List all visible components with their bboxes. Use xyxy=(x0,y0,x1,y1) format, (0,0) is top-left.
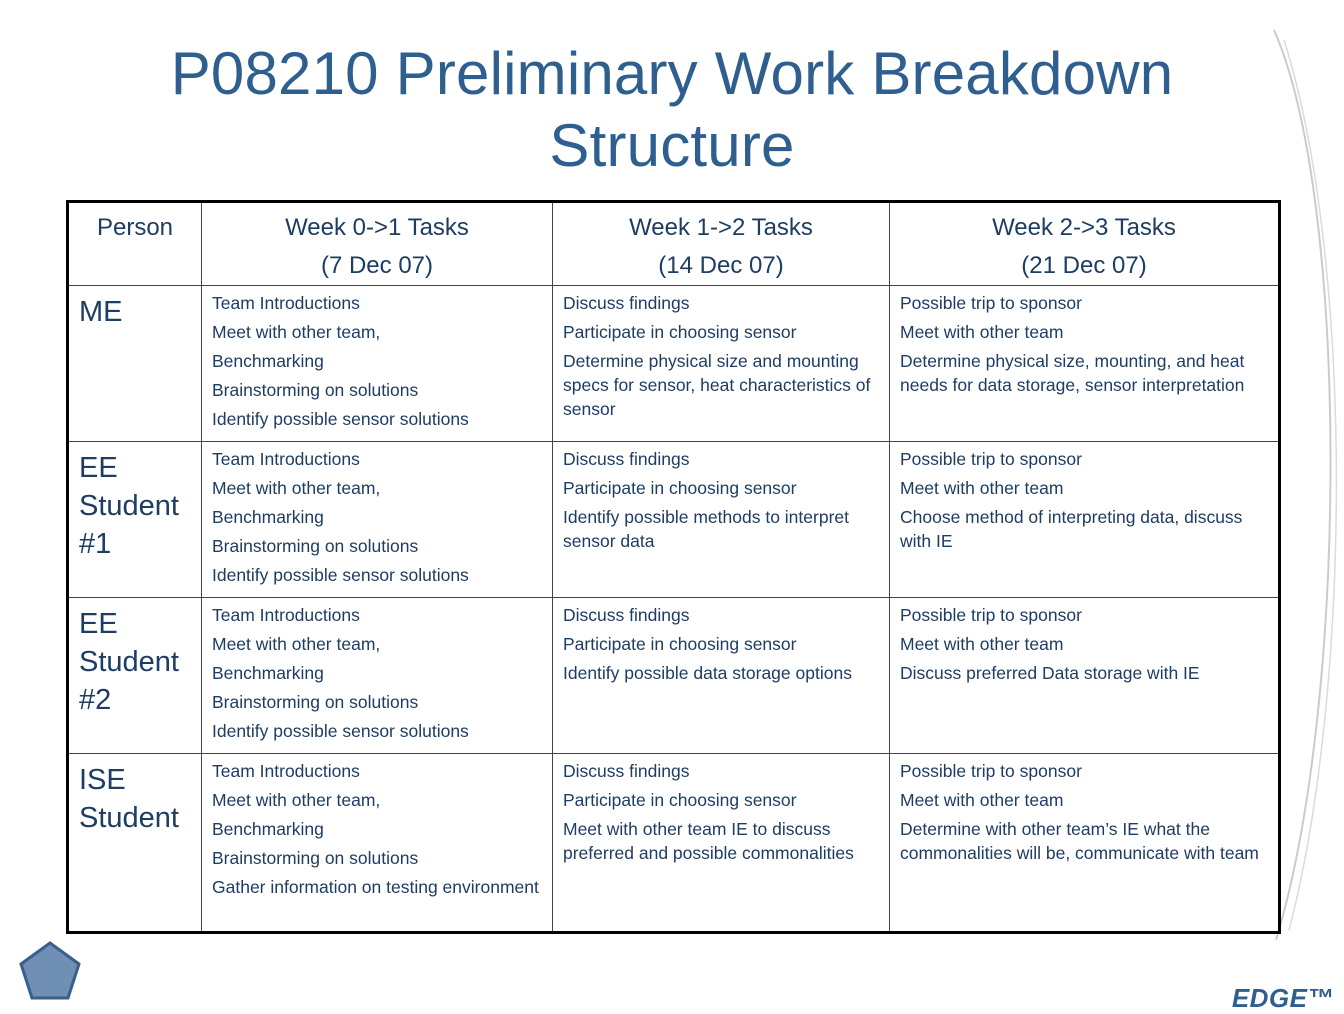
week-2-tasks xyxy=(553,598,890,754)
header-week-3: Week 2->3 Tasks (21 Dec 07) xyxy=(890,202,1280,286)
table-header-row xyxy=(68,202,1280,286)
task-item: Meet with other team xyxy=(900,790,1064,810)
task-item: Benchmarking xyxy=(212,351,324,371)
task-item: Team Introductions xyxy=(212,293,360,313)
week-3-tasks xyxy=(890,754,1280,933)
task-item: Brainstorming on solutions xyxy=(212,692,419,712)
task-item: Possible trip to sponsor xyxy=(900,761,1082,781)
task-item: Team Introductions xyxy=(212,449,360,469)
table-row-ee-student-2 xyxy=(68,598,1280,754)
week-3-tasks xyxy=(890,442,1280,598)
task-item: Brainstorming on solutions xyxy=(212,380,419,400)
task-item: Gather information on testing environment xyxy=(212,877,539,897)
task-item: Identify possible data storage options xyxy=(563,663,852,683)
task-item: Team Introductions xyxy=(212,605,360,625)
task-item: Team Introductions xyxy=(212,761,360,781)
week-2-tasks xyxy=(553,286,890,442)
header-person: Person xyxy=(68,202,202,286)
week-1-tasks xyxy=(202,286,553,442)
task-item: Discuss preferred Data storage with IE xyxy=(900,663,1200,683)
week-1-tasks xyxy=(202,442,553,598)
person-cell: EE Student #1 xyxy=(68,442,202,598)
person-cell: ISE Student xyxy=(68,754,202,933)
task-item: Identify possible sensor solutions xyxy=(212,409,469,429)
task-item: Meet with other team IE to discuss preferred and possible commonalities xyxy=(563,819,854,863)
task-item: Determine physical size, mounting, and heat needs for data storage, sensor interpretation xyxy=(900,351,1245,395)
week-1-tasks xyxy=(202,754,553,933)
task-item: Participate in choosing sensor xyxy=(563,322,797,342)
task-item: Identify possible sensor solutions xyxy=(212,565,469,585)
task-item: Brainstorming on solutions xyxy=(212,536,419,556)
task-item: Discuss findings xyxy=(563,293,690,313)
task-item: Possible trip to sponsor xyxy=(900,449,1082,469)
task-item: Meet with other team, xyxy=(212,322,381,342)
task-item: Meet with other team xyxy=(900,478,1064,498)
task-item: Possible trip to sponsor xyxy=(900,293,1082,313)
page-title-line-2: Structure xyxy=(549,112,795,179)
edge-logo: EDGE™ xyxy=(1231,983,1334,1013)
task-item: Brainstorming on solutions xyxy=(212,848,419,868)
task-item: Meet with other team xyxy=(900,322,1064,342)
task-item: Benchmarking xyxy=(212,663,324,683)
person-cell: EE Student #2 xyxy=(68,598,202,754)
week-2-tasks xyxy=(553,442,890,598)
task-item: Determine with other team’s IE what the commonalities will be, communicate with team xyxy=(900,819,1259,863)
table-row-ise-student xyxy=(68,754,1280,933)
task-item: Determine physical size and mounting specs for sensor, heat characteristics of sensor xyxy=(563,351,871,419)
task-item: Participate in choosing sensor xyxy=(563,790,797,810)
task-item: Discuss findings xyxy=(563,605,690,625)
task-item: Meet with other team xyxy=(900,634,1064,654)
person-cell: ME xyxy=(68,286,202,442)
task-item: Discuss findings xyxy=(563,761,690,781)
table-row-ee-student-1 xyxy=(68,442,1280,598)
table-row-me xyxy=(68,286,1280,442)
task-item: Meet with other team, xyxy=(212,634,381,654)
task-item: Choose method of interpreting data, discuss with IE xyxy=(900,507,1243,551)
week-3-tasks xyxy=(890,598,1280,754)
week-3-tasks xyxy=(890,286,1280,442)
pentagon-icon[interactable] xyxy=(18,940,82,1002)
task-item: Identify possible sensor solutions xyxy=(212,721,469,741)
task-item: Meet with other team, xyxy=(212,478,381,498)
task-item: Discuss findings xyxy=(563,449,690,469)
task-item: Benchmarking xyxy=(212,507,324,527)
task-item: Possible trip to sponsor xyxy=(900,605,1082,625)
task-item: Participate in choosing sensor xyxy=(563,478,797,498)
page-title-line-1: P08210 Preliminary Work Breakdown xyxy=(170,40,1174,107)
task-item: Participate in choosing sensor xyxy=(563,634,797,654)
header-week-2: Week 1->2 Tasks (14 Dec 07) xyxy=(553,202,890,286)
task-item: Identify possible methods to interpret sensor data xyxy=(563,507,849,551)
page-title xyxy=(0,38,1344,182)
work-breakdown-table xyxy=(66,200,1281,934)
week-1-tasks xyxy=(202,598,553,754)
task-item: Meet with other team, xyxy=(212,790,381,810)
week-2-tasks xyxy=(553,754,890,933)
header-week-1: Week 0->1 Tasks (7 Dec 07) xyxy=(202,202,553,286)
task-item: Benchmarking xyxy=(212,819,324,839)
